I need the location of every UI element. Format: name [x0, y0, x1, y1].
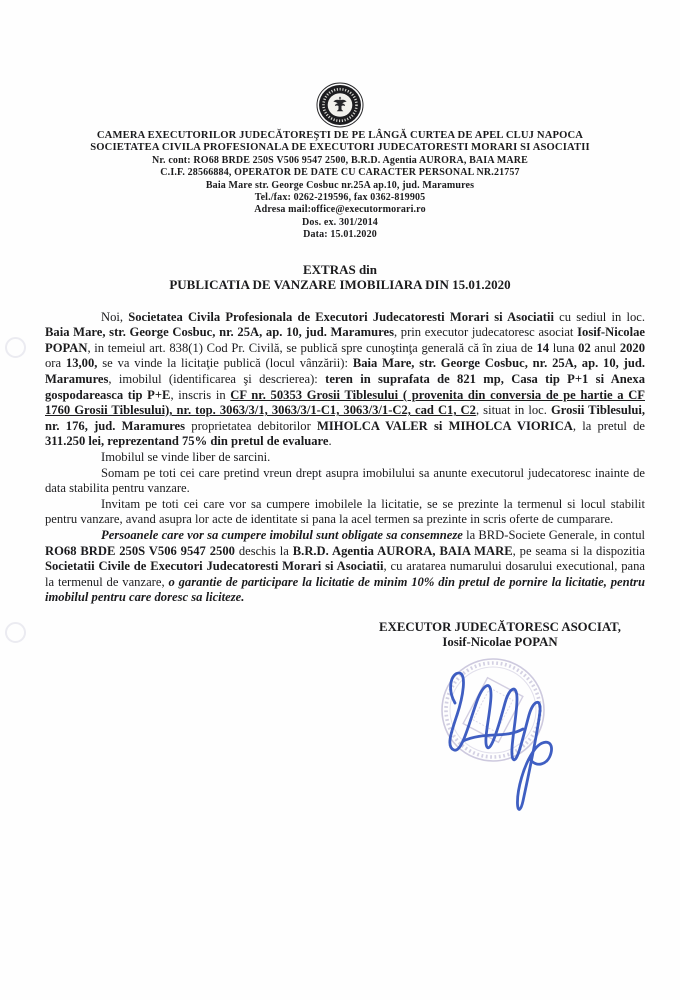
- text-run: Invitam pe toti cei care vor sa cumpere imobilele la licitatie, se se prezinte la termenul si locul stabilit pentru vanzare, avand asupra lor acte de identitate si pana la acel termen sa prezinte in scris oferte de cumparare.: [45, 496, 645, 527]
- text-run: Societatea Civila Profesionala de Executori Judecatoresti Morari si Asociatii: [128, 309, 554, 324]
- paragraph-main: [45, 310, 645, 450]
- letterhead-line: Nr. cont: RO68 BRDE 250S V506 9547 2500, B.R.D. Agentia AURORA, BAIA MARE: [152, 154, 528, 166]
- text-run: Noi,: [101, 309, 129, 324]
- text-run: anul: [590, 340, 620, 355]
- signature-block: [360, 620, 640, 828]
- text-run: MIHOLCA VALER si MIHOLCA VIORICA: [317, 418, 573, 433]
- text-run: Imobilul se vinde liber de sarcini.: [101, 450, 271, 464]
- text-run: , in temeiul art. 838(1) Cod Pr. Civilă, se publică spre cunoştinţa generală că în ziua de: [87, 340, 537, 355]
- stamp-and-signature: [405, 653, 615, 828]
- text-run: .: [328, 434, 332, 449]
- text-run: CF nr. 50353 Grosii Tiblesului ( provenita din conversia de pe hartie a CF 1760 Grosii Tiblesului), nr. top. 3063/3/1, 3063/3/1-C1, 3063/3/1-C2, cad C1, C2: [45, 387, 645, 418]
- text-run: , inscris in: [170, 387, 231, 402]
- text-run: 2020: [619, 340, 646, 355]
- paragraph-free-of-liens: [45, 450, 645, 466]
- text-run: se va vinde la licitaţie publică (locul vânzării):: [97, 356, 353, 371]
- text-run: , cu aratarea numarului dosarului executional, pana la termenul de vanzare,: [45, 559, 645, 589]
- signer-title: EXECUTOR JUDECĂTORESC ASOCIAT,: [379, 619, 621, 634]
- title-line-1: EXTRAS din: [302, 261, 378, 277]
- text-run: luna: [549, 340, 579, 355]
- document-body: [45, 310, 645, 606]
- letterhead-line: C.I.F. 28566884, OPERATOR DE DATE CU CARACTER PERSONAL NR.21757: [160, 167, 520, 179]
- text-run: , la pretul de: [572, 418, 645, 433]
- document-date: Data: 15.01.2020: [303, 229, 377, 241]
- text-run: o garantie de participare la licitatie de minim 10% din pretul de pornire la licitatie, pentru imobilul pentru care doresc sa liciteze.: [45, 574, 645, 605]
- letterhead-line: Adresa mail:office@executormorari.ro: [254, 204, 426, 216]
- text-run: 13,00,: [65, 356, 98, 371]
- text-run: cu sediul in loc.: [553, 309, 645, 324]
- text-run: Baia Mare, str. George Cosbuc, nr. 25A, ap. 10, jud. Maramures: [45, 325, 394, 340]
- punch-hole: [5, 622, 26, 643]
- text-run: la BRD-Societe Generale, in contul: [462, 527, 645, 542]
- text-run: , pe seama si la dispozitia: [512, 543, 646, 558]
- text-run: Baia Mare, str. George Cosbuc, nr. 25A, ap. 10, jud. Maramures: [45, 356, 645, 387]
- letterhead-line: CAMERA EXECUTORILOR JUDECĂTOREŞTI DE PE LÂNGĂ CURTEA DE APEL CLUJ NAPOCA: [96, 130, 584, 141]
- letterhead-line: SOCIETATEA CIVILA PROFESIONALA DE EXECUTORI JUDECATORESTI MORARI SI ASOCIATII: [90, 142, 590, 154]
- text-run: teren in suprafata de 821 mp, Casa tip P+1 si Anexa gospodareasca tip P+E: [45, 372, 645, 402]
- text-run: Iosif-Nicolae POPAN: [45, 325, 645, 355]
- text-run: , situat in loc.: [475, 403, 551, 418]
- court-seal-eagle-icon: [316, 82, 364, 128]
- letterhead: [0, 0, 680, 242]
- text-run: , imobilul (identificarea şi descrierea):: [108, 372, 326, 387]
- text-run: Societatii Civile de Executori Judecatoresti Morari si Asociatii: [45, 559, 384, 574]
- text-run: Persoanele care vor sa cumpere imobilul sunt obligate sa consemneze: [101, 527, 463, 542]
- title-line-2: PUBLICATIA DE VANZARE IMOBILIARA DIN 15.01.2020: [169, 276, 511, 292]
- paragraph-invitation: [45, 497, 645, 528]
- paragraph-summons: [45, 466, 645, 497]
- letterhead-line: Baia Mare str. George Cosbuc nr.25A ap.10, jud. Maramures: [205, 179, 475, 191]
- text-run: , prin executor judecatoresc asociat: [393, 325, 578, 340]
- signer-name: Iosif-Nicolae POPAN: [442, 635, 558, 650]
- text-run: RO68 BRDE 250S V506 9547 2500: [45, 543, 235, 558]
- paragraph-deposit: [45, 528, 645, 606]
- text-run: Somam pe toti cei care pretind vreun drept asupra imobilului sa anunte executorul judecatoresc inainte de data stabilita pentru vanzare.: [45, 465, 645, 496]
- text-run: Grosii Tiblesului, nr. 176, jud. Maramures: [45, 403, 645, 433]
- text-run: deschis la: [234, 543, 293, 558]
- text-run: 14: [536, 340, 550, 355]
- text-run: 02: [578, 340, 591, 355]
- text-run: B.R.D. Agentia AURORA, BAIA MARE: [292, 543, 513, 558]
- letterhead-line: Tel./fax: 0262-219596, fax 0362-819905: [254, 192, 426, 204]
- punch-hole: [5, 337, 26, 358]
- text-run: ora: [45, 356, 66, 371]
- text-run: proprietatea debitorilor: [185, 418, 318, 433]
- text-run: 311.250 lei, reprezentand 75% din pretul de evaluare: [45, 434, 329, 449]
- document-title: [0, 262, 680, 292]
- case-number: Dos. ex. 301/2014: [302, 216, 378, 228]
